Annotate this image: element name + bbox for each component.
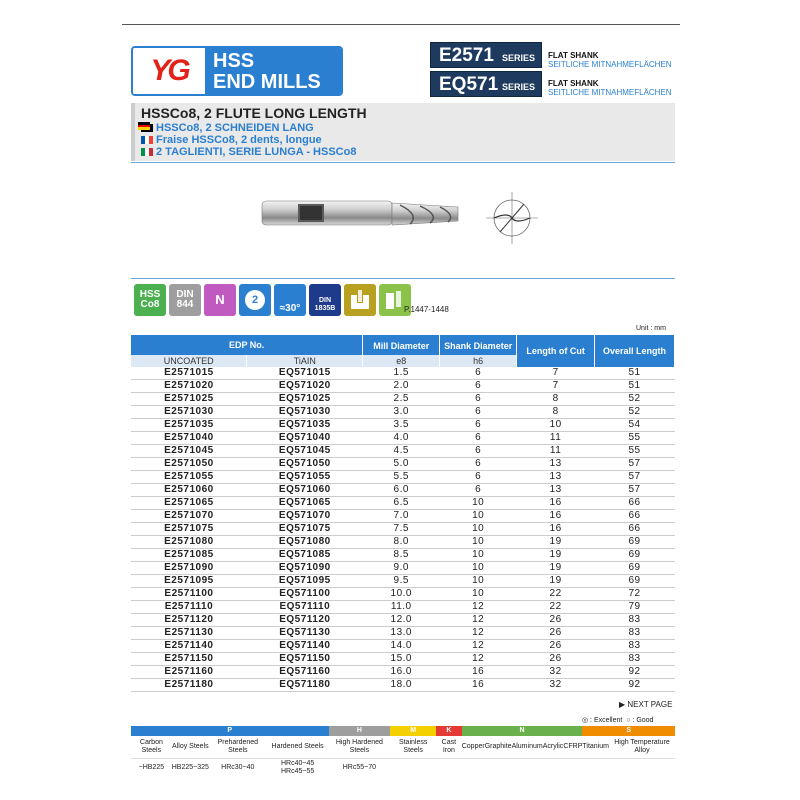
mill-diameter: 4.5 <box>363 445 440 458</box>
brand-logo <box>131 46 343 96</box>
table-row <box>131 601 675 614</box>
overall-length: 66 <box>595 523 675 536</box>
edp-tiain: EQ571095 <box>247 575 363 588</box>
shank-diameter: 10 <box>440 562 517 575</box>
overall-length: 51 <box>595 380 675 393</box>
material-name: Titanium <box>582 742 609 750</box>
next-page-link[interactable]: ▶ NEXT PAGE <box>619 700 673 709</box>
edp-tiain: EQ571030 <box>247 406 363 419</box>
table-row <box>131 627 675 640</box>
edp-uncoated: E2571140 <box>131 640 247 653</box>
length-of-cut: 10 <box>517 419 595 432</box>
header-uncoated: UNCOATED <box>131 355 247 367</box>
edp-uncoated: E2571075 <box>131 523 247 536</box>
material-name: Copper <box>461 742 485 750</box>
edp-uncoated: E2571080 <box>131 536 247 549</box>
unit-label: Unit : mm <box>636 325 666 332</box>
shank-diameter: 6 <box>440 471 517 484</box>
header-tiain: TiAIN <box>247 355 363 367</box>
series-badge-e2571: E2571 SERIES <box>430 42 542 68</box>
length-of-cut: 32 <box>517 666 595 679</box>
title-fr: Fraise HSSCo8, 2 dents, longue <box>141 134 322 146</box>
edp-uncoated: E2571150 <box>131 653 247 666</box>
material-hardness: HRc30~40 <box>209 758 267 777</box>
edp-tiain: EQ571140 <box>247 640 363 653</box>
mill-diameter: 5.5 <box>363 471 440 484</box>
material-name: Acrylic <box>542 742 564 750</box>
header-shank-tolerance: h6 <box>440 355 517 367</box>
material-name: Hardened Steels <box>271 742 324 750</box>
shank-diameter: 16 <box>440 666 517 679</box>
length-of-cut: 19 <box>517 575 595 588</box>
length-of-cut: 22 <box>517 588 595 601</box>
mill-diameter: 6.0 <box>363 484 440 497</box>
length-of-cut: 16 <box>517 510 595 523</box>
edp-uncoated: E2571035 <box>131 419 247 432</box>
table-row <box>131 679 675 692</box>
edp-tiain: EQ571130 <box>247 627 363 640</box>
shank-diameter: 10 <box>440 497 517 510</box>
overall-length: 92 <box>595 679 675 692</box>
material-group-h: H <box>329 726 391 736</box>
overall-length: 79 <box>595 601 675 614</box>
table-row <box>131 510 675 523</box>
edp-uncoated: E2571070 <box>131 510 247 523</box>
edp-tiain: EQ571040 <box>247 432 363 445</box>
shank-diameter: 12 <box>440 614 517 627</box>
table-row <box>131 549 675 562</box>
shank-diameter: 6 <box>440 406 517 419</box>
end-mill-end-view-image <box>484 190 540 246</box>
edp-uncoated: E2571130 <box>131 627 247 640</box>
material-group-m: M <box>390 726 436 736</box>
table-row <box>131 536 675 549</box>
overall-length: 52 <box>595 406 675 419</box>
table-row <box>131 523 675 536</box>
edp-tiain: EQ571020 <box>247 380 363 393</box>
mill-diameter: 13.0 <box>363 627 440 640</box>
material-name: Cast Iron <box>441 738 457 754</box>
shank-diameter: 6 <box>440 432 517 445</box>
material-hardness: ~HB225 <box>131 758 172 777</box>
german-flag-stripes <box>138 122 150 130</box>
shank-diameter: 10 <box>440 510 517 523</box>
table-row <box>131 497 675 510</box>
material-hardness <box>543 758 564 777</box>
table-row <box>131 432 675 445</box>
mill-diameter: 2.5 <box>363 393 440 406</box>
din-1835b-icon: DIN 1835B <box>309 284 341 316</box>
edp-tiain: EQ571050 <box>247 458 363 471</box>
shank-diameter: 10 <box>440 523 517 536</box>
italian-flag-icon <box>141 148 153 156</box>
shank-diameter: 10 <box>440 536 517 549</box>
mill-diameter: 7.0 <box>363 510 440 523</box>
edp-uncoated: E2571040 <box>131 432 247 445</box>
material-hardness: HB225~325 <box>172 758 209 777</box>
table-row <box>131 575 675 588</box>
length-of-cut: 26 <box>517 614 595 627</box>
shank-diameter: 6 <box>440 484 517 497</box>
length-of-cut: 13 <box>517 484 595 497</box>
material-hardness <box>563 758 582 777</box>
table-row <box>131 458 675 471</box>
mill-diameter: 12.0 <box>363 614 440 627</box>
overall-length: 83 <box>595 653 675 666</box>
mill-diameter: 18.0 <box>363 679 440 692</box>
header-mill-diameter: Mill Diameter <box>363 335 440 355</box>
shank-diameter: 12 <box>440 640 517 653</box>
length-of-cut: 11 <box>517 432 595 445</box>
edp-tiain: EQ571085 <box>247 549 363 562</box>
mill-diameter: 3.5 <box>363 419 440 432</box>
overall-length: 69 <box>595 575 675 588</box>
edp-tiain: EQ571120 <box>247 614 363 627</box>
edp-uncoated: E2571180 <box>131 679 247 692</box>
mill-diameter: 4.0 <box>363 432 440 445</box>
material-name: Aluminum <box>511 742 543 750</box>
edp-uncoated: E2571015 <box>131 367 247 380</box>
mill-diameter: 2.0 <box>363 380 440 393</box>
mill-diameter: 15.0 <box>363 653 440 666</box>
length-of-cut: 32 <box>517 679 595 692</box>
table-row <box>131 666 675 679</box>
edp-uncoated: E2571085 <box>131 549 247 562</box>
material-group-s: S <box>582 726 675 736</box>
series-shank-eq571: FLAT SHANK SEITLICHE MITNAHMEFLÄCHEN <box>548 79 672 97</box>
top-rule <box>122 24 680 25</box>
mill-diameter: 7.5 <box>363 523 440 536</box>
header-overall-length: Overall Length <box>595 335 675 367</box>
shank-diameter: 12 <box>440 601 517 614</box>
mill-diameter: 3.0 <box>363 406 440 419</box>
two-flutes-icon: 2 <box>239 284 271 316</box>
material-hardness <box>436 758 462 777</box>
overall-length: 69 <box>595 536 675 549</box>
edp-uncoated: E2571055 <box>131 471 247 484</box>
material-name: CFRP <box>563 742 583 750</box>
mill-diameter: 11.0 <box>363 601 440 614</box>
din-844-icon: DIN 844 <box>169 284 201 316</box>
overall-length: 72 <box>595 588 675 601</box>
mill-diameter: 16.0 <box>363 666 440 679</box>
overall-length: 69 <box>595 549 675 562</box>
material-hardness <box>485 758 512 777</box>
material-group-p: P <box>131 726 329 736</box>
title-de: HSSCo8, 2 SCHNEIDEN LANG <box>141 122 314 134</box>
edp-tiain: EQ571100 <box>247 588 363 601</box>
mill-diameter: 8.0 <box>363 536 440 549</box>
table-row <box>131 419 675 432</box>
length-of-cut: 11 <box>517 445 595 458</box>
table-row <box>131 406 675 419</box>
material-hardness: HRc55~70 <box>329 758 391 777</box>
header-mill-tolerance: e8 <box>363 355 440 367</box>
mill-diameter: 6.5 <box>363 497 440 510</box>
length-of-cut: 7 <box>517 367 595 380</box>
table-row <box>131 445 675 458</box>
material-group-k: K <box>436 726 462 736</box>
length-of-cut: 26 <box>517 640 595 653</box>
overall-length: 83 <box>595 627 675 640</box>
shank-diameter: 6 <box>440 458 517 471</box>
material-hardness <box>582 758 609 777</box>
edp-tiain: EQ571070 <box>247 510 363 523</box>
material-hardness: HRc40~45 HRc45~55 <box>267 758 329 777</box>
edp-tiain: EQ571090 <box>247 562 363 575</box>
shank-diameter: 12 <box>440 653 517 666</box>
header-edp: EDP No. <box>131 335 363 355</box>
table-row <box>131 653 675 666</box>
mill-diameter: 14.0 <box>363 640 440 653</box>
edp-uncoated: E2571030 <box>131 406 247 419</box>
length-of-cut: 22 <box>517 601 595 614</box>
material-name: Stainless Steels <box>398 738 428 754</box>
edp-uncoated: E2571050 <box>131 458 247 471</box>
length-of-cut: 26 <box>517 653 595 666</box>
overall-length: 69 <box>595 562 675 575</box>
edp-uncoated: E2571095 <box>131 575 247 588</box>
table-row <box>131 484 675 497</box>
title-main: HSSCo8, 2 FLUTE LONG LENGTH <box>141 105 367 121</box>
length-of-cut: 13 <box>517 471 595 484</box>
edp-tiain: EQ571025 <box>247 393 363 406</box>
mill-diameter: 1.5 <box>363 367 440 380</box>
rating-legend: ◎ : Excellent ○ : Good <box>582 717 654 724</box>
series-badge-eq571: EQ571 SERIES <box>430 71 542 97</box>
overall-length: 54 <box>595 419 675 432</box>
edp-tiain: EQ571065 <box>247 497 363 510</box>
shank-diameter: 6 <box>440 445 517 458</box>
length-of-cut: 8 <box>517 393 595 406</box>
shank-diameter: 10 <box>440 588 517 601</box>
overall-length: 57 <box>595 484 675 497</box>
length-of-cut: 26 <box>517 627 595 640</box>
material-table <box>131 726 675 777</box>
product-table <box>131 335 675 692</box>
edp-tiain: EQ571055 <box>247 471 363 484</box>
material-group-n: N <box>462 726 583 736</box>
french-flag-icon <box>141 136 153 144</box>
shank-diameter: 6 <box>440 393 517 406</box>
material-name: High Hardened Steels <box>335 738 383 754</box>
overall-length: 52 <box>595 393 675 406</box>
overall-length: 92 <box>595 666 675 679</box>
edp-uncoated: E2571120 <box>131 614 247 627</box>
edp-uncoated: E2571090 <box>131 562 247 575</box>
slotting-icon <box>344 284 376 316</box>
length-of-cut: 19 <box>517 536 595 549</box>
overall-length: 57 <box>595 458 675 471</box>
edp-tiain: EQ571180 <box>247 679 363 692</box>
table-row <box>131 393 675 406</box>
header-shank-diameter: Shank Diameter <box>440 335 517 355</box>
overall-length: 83 <box>595 640 675 653</box>
helix-30-icon: ≈30° <box>274 284 306 316</box>
material-name: Prehardened Steels <box>217 738 259 754</box>
hss-co8-icon: HSS Co8 <box>134 284 166 316</box>
mill-diameter: 9.5 <box>363 575 440 588</box>
material-name: Carbon Steels <box>139 738 163 754</box>
edp-tiain: EQ571060 <box>247 484 363 497</box>
title-it: 2 TAGLIENTI, SERIE LUNGA - HSSCo8 <box>141 146 356 158</box>
product-titles <box>131 103 675 161</box>
product-family-title: HSS END MILLS <box>205 48 341 94</box>
edp-uncoated: E2571025 <box>131 393 247 406</box>
material-name: Graphite <box>484 742 512 750</box>
length-of-cut: 16 <box>517 497 595 510</box>
edp-tiain: EQ571035 <box>247 419 363 432</box>
end-mill-side-image <box>260 195 460 231</box>
overall-length: 57 <box>595 471 675 484</box>
material-hardness <box>390 758 436 777</box>
overall-length: 66 <box>595 510 675 523</box>
overall-length: 66 <box>595 497 675 510</box>
overall-length: 83 <box>595 614 675 627</box>
edp-uncoated: E2571100 <box>131 588 247 601</box>
shank-diameter: 16 <box>440 679 517 692</box>
edp-tiain: EQ571015 <box>247 367 363 380</box>
shank-diameter: 10 <box>440 575 517 588</box>
shank-diameter: 6 <box>440 367 517 380</box>
table-row <box>131 614 675 627</box>
mill-diameter: 10.0 <box>363 588 440 601</box>
edp-uncoated: E2571110 <box>131 601 247 614</box>
material-hardness <box>512 758 543 777</box>
edp-uncoated: E2571065 <box>131 497 247 510</box>
edp-tiain: EQ571075 <box>247 523 363 536</box>
material-hardness <box>462 758 485 777</box>
edp-uncoated: E2571060 <box>131 484 247 497</box>
divider-top <box>131 162 675 163</box>
table-row <box>131 471 675 484</box>
length-of-cut: 19 <box>517 562 595 575</box>
overall-length: 51 <box>595 367 675 380</box>
material-hardness <box>609 758 675 777</box>
table-row <box>131 367 675 380</box>
table-row <box>131 380 675 393</box>
length-of-cut: 7 <box>517 380 595 393</box>
material-name: Alloy Steels <box>172 742 209 750</box>
length-of-cut: 16 <box>517 523 595 536</box>
shank-diameter: 6 <box>440 380 517 393</box>
yg-logo: YG <box>133 48 205 94</box>
page-reference: P.1447-1448 <box>404 305 449 314</box>
edp-uncoated: E2571020 <box>131 380 247 393</box>
overall-length: 55 <box>595 445 675 458</box>
table-row <box>131 562 675 575</box>
series-shank-e2571: FLAT SHANK SEITLICHE MITNAHMEFLÄCHEN <box>548 51 672 69</box>
mill-diameter: 8.5 <box>363 549 440 562</box>
material-name: High Temperature Alloy <box>614 738 670 754</box>
edp-uncoated: E2571045 <box>131 445 247 458</box>
table-row <box>131 640 675 653</box>
mill-diameter: 9.0 <box>363 562 440 575</box>
feature-icons <box>134 284 411 316</box>
overall-length: 55 <box>595 432 675 445</box>
edp-tiain: EQ571110 <box>247 601 363 614</box>
length-of-cut: 8 <box>517 406 595 419</box>
mill-diameter: 5.0 <box>363 458 440 471</box>
length-of-cut: 13 <box>517 458 595 471</box>
shank-diameter: 6 <box>440 419 517 432</box>
shank-diameter: 10 <box>440 549 517 562</box>
type-n-icon: N <box>204 284 236 316</box>
edp-tiain: EQ571080 <box>247 536 363 549</box>
length-of-cut: 19 <box>517 549 595 562</box>
shank-diameter: 12 <box>440 627 517 640</box>
header-length-of-cut: Length of Cut <box>517 335 595 367</box>
edp-tiain: EQ571150 <box>247 653 363 666</box>
table-row <box>131 588 675 601</box>
edp-tiain: EQ571045 <box>247 445 363 458</box>
divider-icons <box>131 278 675 279</box>
edp-uncoated: E2571160 <box>131 666 247 679</box>
edp-tiain: EQ571160 <box>247 666 363 679</box>
